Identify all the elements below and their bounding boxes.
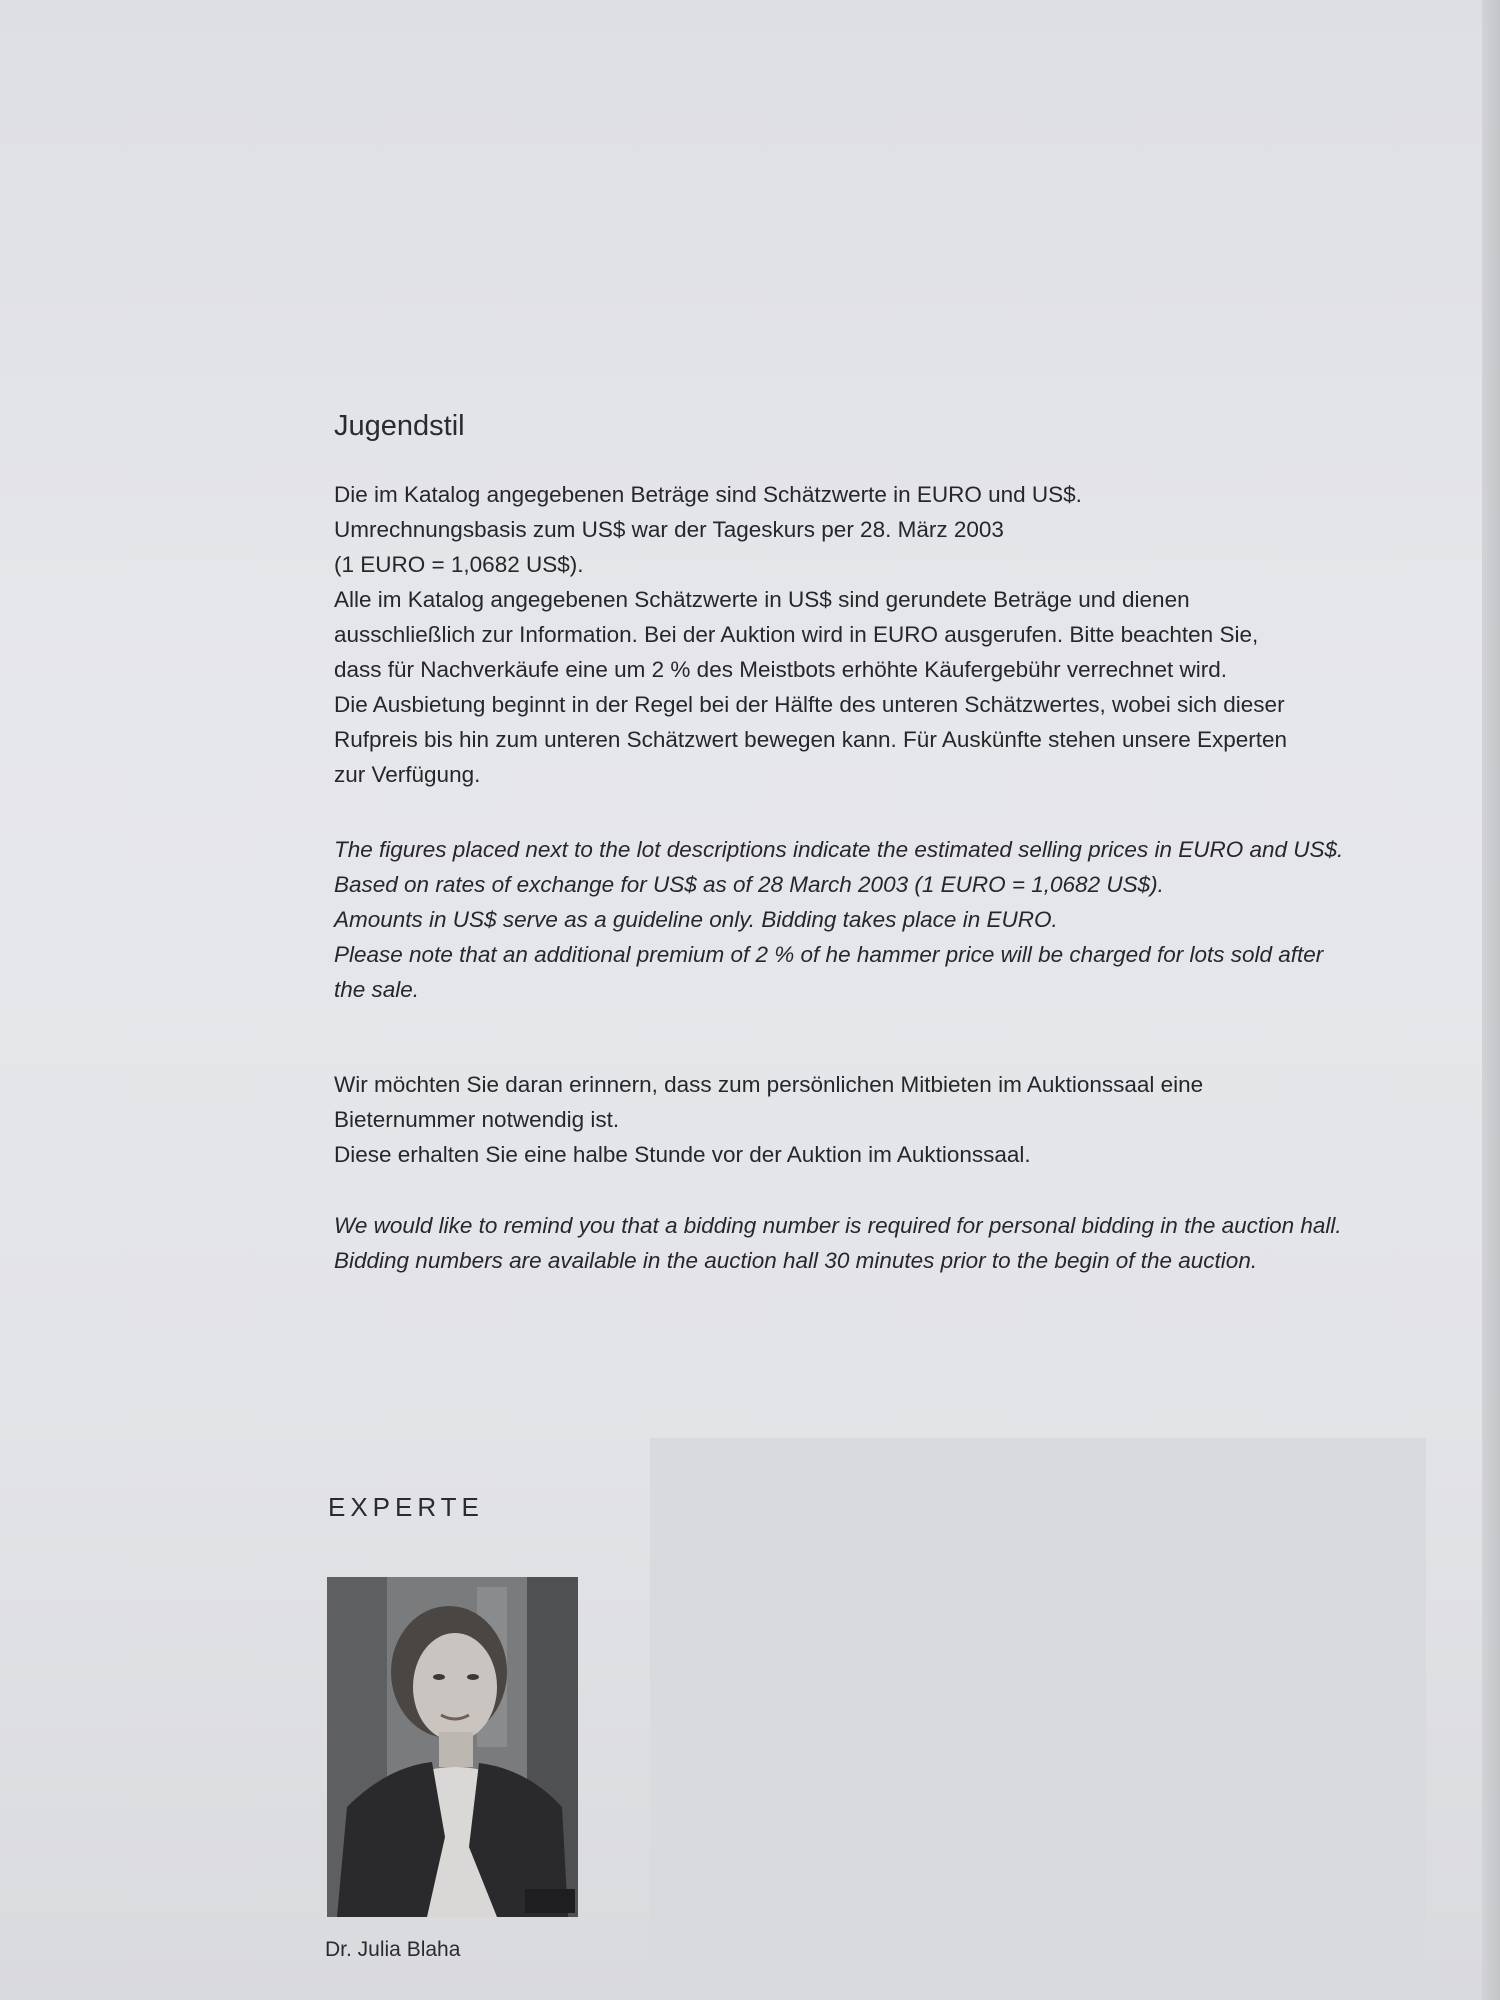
notice-line: Rufpreis bis hin zum unteren Schätzwert bewegen kann. Für Auskünfte stehen unsere Experten — [334, 727, 1288, 752]
notice-line: Umrechnungsbasis zum US$ war der Tageskurs per 28. März 2003 — [334, 517, 1004, 542]
german-estimate-notice — [334, 477, 1404, 792]
notice-line: Bidding numbers are available in the auction hall 30 minutes prior to the begin of the auction. — [334, 1248, 1258, 1273]
notice-line: Die im Katalog angegebenen Beträge sind Schätzwerte in EURO und US$. — [334, 482, 1082, 507]
notice-line: Wir möchten Sie daran erinnern, dass zum persönlichen Mitbieten im Auktionssaal eine — [334, 1072, 1204, 1097]
notice-line: zur Verfügung. — [334, 762, 481, 787]
notice-line: Please note that an additional premium of 2 % of he hammer price will be charged for lots sold after — [334, 942, 1324, 967]
notice-line: Amounts in US$ serve as a guideline only. Bidding takes place in EURO. — [334, 907, 1058, 932]
notice-line: Bieternummer notwendig ist. — [334, 1107, 620, 1132]
notice-line: Alle im Katalog angegebenen Schätzwerte in US$ sind gerundete Beträge und dienen — [334, 587, 1190, 612]
expert-portrait — [327, 1577, 578, 1917]
german-bidding-notice — [334, 1067, 1404, 1172]
notice-line: Die Ausbietung beginnt in der Regel bei der Hälfte des unteren Schätzwertes, wobei sich dieser — [334, 692, 1285, 717]
background-bleed-through — [650, 1438, 1426, 2000]
expert-heading: EXPERTE — [328, 1492, 484, 1522]
english-bidding-notice — [334, 1208, 1404, 1278]
section-title: Jugendstil — [334, 410, 465, 442]
notice-line: The figures placed next to the lot descriptions indicate the estimated selling prices in EURO and US$. — [334, 837, 1344, 862]
notice-line: We would like to remind you that a bidding number is required for personal bidding in the auction hall. — [334, 1213, 1342, 1238]
notice-line: the sale. — [334, 977, 420, 1002]
notice-line: Based on rates of exchange for US$ as of 28 March 2003 (1 EURO = 1,0682 US$). — [334, 872, 1164, 897]
notice-line: (1 EURO = 1,0682 US$). — [334, 552, 584, 577]
notice-line: ausschließlich zur Information. Bei der Auktion wird in EURO ausgerufen. Bitte beachten Sie, — [334, 622, 1259, 647]
expert-name: Dr. Julia Blaha — [325, 1938, 461, 1961]
notice-line: Diese erhalten Sie eine halbe Stunde vor der Auktion im Auktionssaal. — [334, 1142, 1031, 1167]
page-edge — [1482, 0, 1500, 2000]
english-estimate-notice — [334, 832, 1404, 1007]
notice-line: dass für Nachverkäufe eine um 2 % des Meistbots erhöhte Käufergebühr verrechnet wird. — [334, 657, 1227, 682]
notice-content — [334, 410, 1404, 1278]
